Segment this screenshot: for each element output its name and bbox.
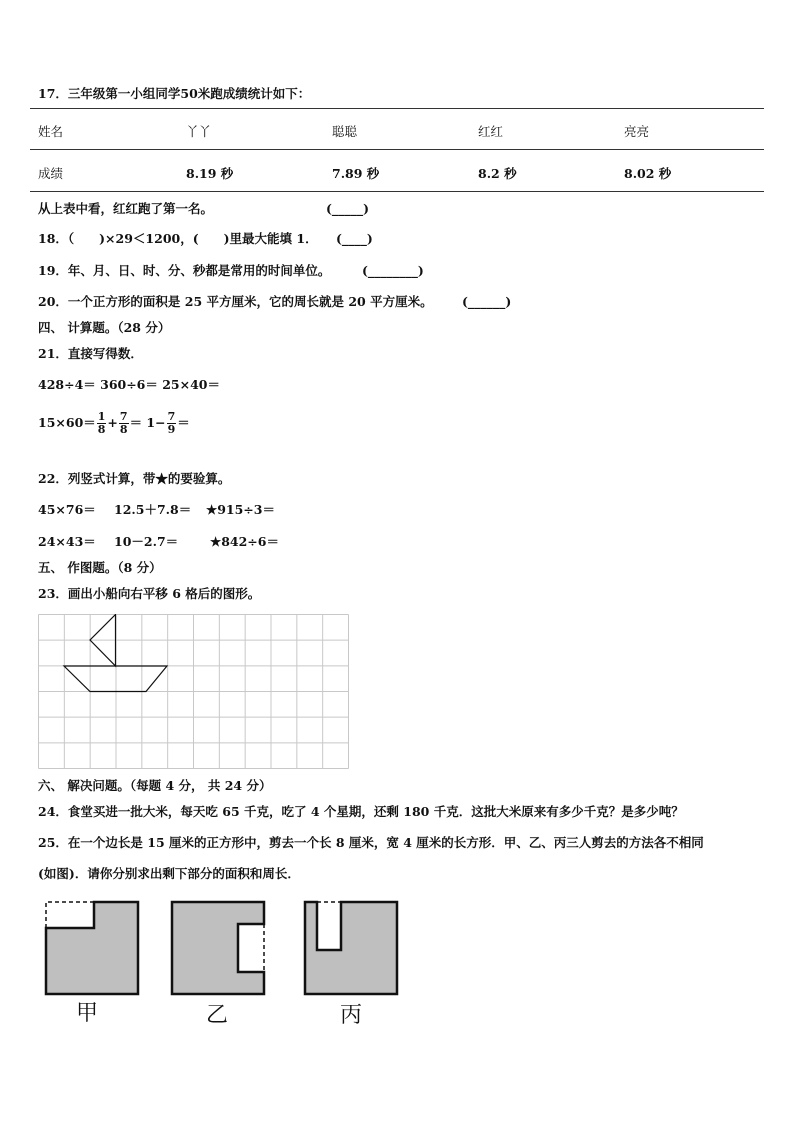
fraction-7-8: $\frac{7}{8}$ (119, 410, 128, 436)
q22-row2-b: 10－2.7＝ (114, 534, 179, 549)
q21-expr-a: 15×60＝ (38, 415, 96, 430)
table-top-border (30, 108, 764, 109)
table-row-label: 成绩 (38, 166, 64, 181)
q21-line2 (38, 408, 190, 438)
plus-sign: + (107, 415, 118, 430)
table-header-yaya: 丫丫 (186, 124, 212, 139)
q19-answer-blank[interactable]: (________) (362, 263, 424, 278)
table-cell-liangliang: 8.02 秒 (624, 166, 672, 181)
table-cell-congcong: 7.89 秒 (332, 166, 380, 181)
table-header-name: 姓名 (38, 124, 64, 139)
q22-row1-c: ★915÷3＝ (206, 502, 275, 517)
q20-answer-blank[interactable]: (______) (462, 294, 512, 309)
q24-text: 24．食堂买进一批大米，每天吃 65 千克，吃了 4 个星期，还剩 180 千克．这批大米原来有多少千克？是多少吨？ (38, 804, 684, 819)
q21-expr-c: ＝ (177, 415, 190, 430)
table-bottom-border (30, 191, 764, 192)
table-header-congcong: 聪聪 (332, 124, 358, 139)
boat-grid (38, 614, 350, 770)
section-6-heading: 六、 解决问题。（每题 4 分， 共 24 分） (38, 778, 272, 793)
label-yi: 乙 (206, 1003, 229, 1028)
fraction-7-9: $\frac{7}{9}$ (167, 410, 176, 436)
section-4-heading: 四、 计算题。（28 分） (38, 320, 171, 335)
table-cell-honghong: 8.2 秒 (478, 166, 517, 181)
section-5-heading: 五、 作图题。（8 分） (38, 560, 162, 575)
q20-text: 20．一个正方形的面积是 25 平方厘米，它的周长就是 20 平方厘米。 (38, 294, 433, 309)
table-cell-yaya: 8.19 秒 (186, 166, 234, 181)
q22-row1-a: 45×76＝ (38, 502, 96, 517)
q21-line1: 428÷4＝ 360÷6＝ 25×40＝ (38, 377, 220, 392)
q25-line1: 25．在一个边长是 15 厘米的正方形中，剪去一个长 8 厘米，宽 4 厘米的长方形．甲、乙、丙三人剪去的方法各不相同 (38, 835, 704, 850)
q18-answer-blank[interactable]: (____) (336, 231, 373, 246)
table-header-liangliang: 亮亮 (624, 124, 650, 139)
table-header-honghong: 红红 (478, 124, 504, 139)
q23-title: 23．画出小船向右平移 6 格后的图形。 (38, 586, 261, 601)
fraction-1-8: $\frac{1}{8}$ (97, 410, 106, 436)
q17-title: 17．三年级第一小组同学50米跑成绩统计如下： (38, 86, 311, 101)
q22-row2-c: ★842÷6＝ (210, 534, 279, 549)
q21-title: 21．直接写得数． (38, 346, 143, 361)
figure-bing (303, 900, 399, 996)
label-bing: 丙 (340, 1003, 363, 1028)
label-jia: 甲 (76, 1001, 99, 1026)
q17-statement: 从上表中看，红红跑了第一名。 (38, 201, 214, 216)
figure-yi (170, 900, 266, 996)
q18-text: 18．（ )×29＜1200，( )里最大能填 1． (38, 231, 318, 246)
table-mid-border (30, 149, 764, 150)
q25-line2: (如图)．请你分别求出剩下部分的面积和周长． (38, 866, 300, 881)
q21-expr-b: ＝ 1− (129, 415, 166, 430)
q22-row1-b: 12.5＋7.8＝ (114, 502, 192, 517)
q22-row2-a: 24×43＝ (38, 534, 96, 549)
figure-jia (44, 900, 140, 996)
q17-answer-blank[interactable]: (_____) (326, 201, 370, 216)
q19-text: 19．年、月、日、时、分、秒都是常用的时间单位。 (38, 263, 331, 278)
q22-title: 22．列竖式计算，带★的要验算。 (38, 471, 231, 486)
